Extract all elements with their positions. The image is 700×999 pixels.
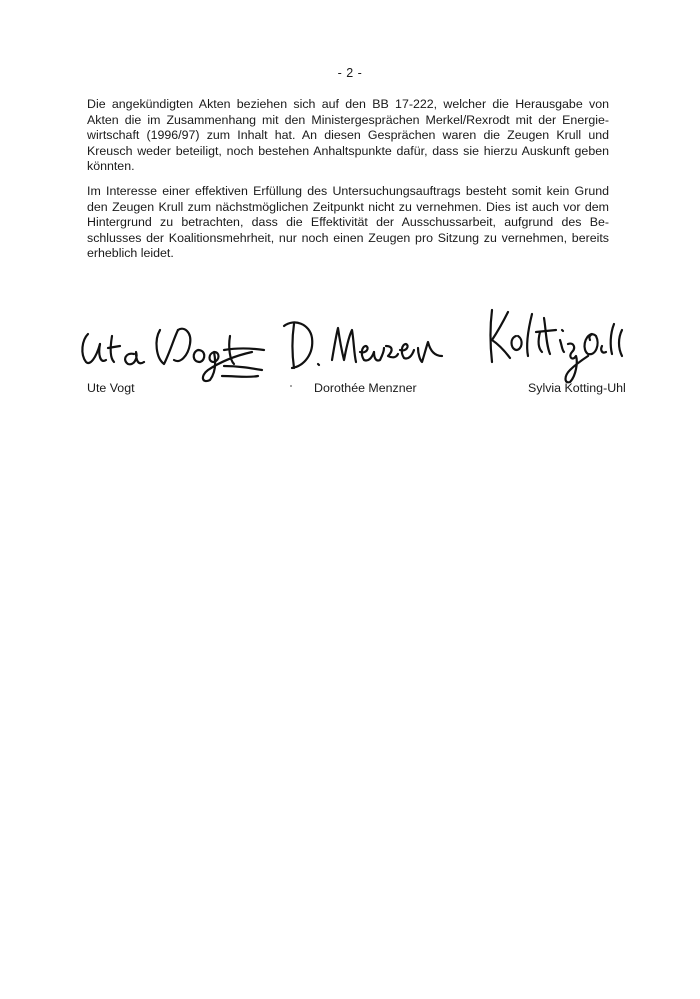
decorative-dot (290, 385, 292, 387)
signature-ute-vogt (74, 296, 270, 388)
signatory-name-3: Sylvia Kotting-Uhl (528, 381, 626, 395)
page-number: - 2 - (337, 66, 363, 80)
signature-dorothee-menzner (276, 296, 452, 388)
signatory-name-2: Dorothée Menzner (314, 381, 417, 395)
signatory-name-1: Ute Vogt (87, 381, 135, 395)
signature-sylvia-kotting-uhl (480, 296, 650, 388)
body-paragraph-1: Die angekündigten Akten beziehen sich auf den BB 17-222, welcher die Herausgabe von Akten die im Zusammenhang mit den Ministergesprächen Merkel/Rexrodt mit der Energie-wirtschaft (1996/97) zum Inhalt hat. An diesen Gesprächen waren die Zeugen Krull und Kreusch weder beteiligt, noch bestehen Anhaltspunkte dafür, dass sie hierzu Auskunft geben könnten. (87, 97, 609, 174)
body-paragraph-2: Im Interesse einer effektiven Erfüllung des Untersuchungsauftrags besteht somit kein Grund den Zeugen Krull zum nächstmöglichen Zeitpunkt nicht zu vernehmen. Dies ist auch vor dem Hintergrund zu betrachten, dass die Effektivität der Ausschussarbeit, aufgrund des Be-schlusses der Koalitionsmehrheit, nur noch einen Zeugen pro Sitzung zu vernehmen, bereits erheblich leidet. (87, 184, 609, 261)
